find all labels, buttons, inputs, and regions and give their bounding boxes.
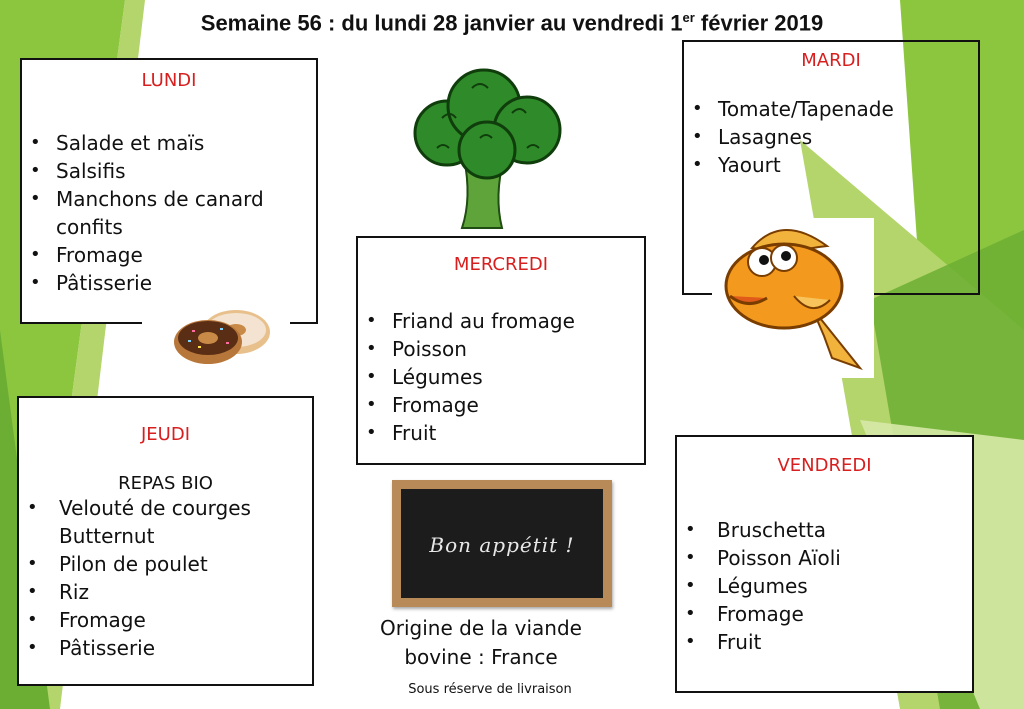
- vendredi-menu-list: [677, 516, 972, 656]
- chalkboard-surface: [401, 489, 603, 598]
- list-item: • Velouté de courges Butternut: [19, 494, 312, 550]
- list-item: • Manchons de canard confits: [22, 185, 316, 241]
- list-item: • Légumes: [677, 572, 972, 600]
- list-item: • Fruit: [358, 419, 644, 447]
- list-item: • Friand au fromage: [358, 307, 644, 335]
- jeudi-box: [17, 396, 314, 686]
- bon-appetit-text: Bon appétit !: [429, 533, 575, 557]
- mardi-menu-list: [684, 95, 978, 179]
- list-item: • Salsifis: [22, 157, 316, 185]
- lundi-day-label: LUNDI: [141, 70, 197, 91]
- lundi-box: [20, 58, 318, 324]
- reserve-note: Sous réserve de livraison: [408, 682, 572, 697]
- list-item: • Tomate/Tapenade: [684, 95, 978, 123]
- list-item: • Bruschetta: [677, 516, 972, 544]
- vendredi-box: [675, 435, 974, 693]
- chalkboard-image: [392, 480, 612, 607]
- list-item: • Pâtisserie: [22, 269, 316, 297]
- jeudi-menu-list: [19, 494, 312, 662]
- list-item: • Pilon de poulet: [19, 550, 312, 578]
- list-item: • Lasagnes: [684, 123, 978, 151]
- origin-note: Origine de la viande bovine : France: [380, 616, 582, 669]
- mardi-day-label: MARDI: [801, 50, 861, 71]
- donuts-image: [168, 300, 278, 370]
- mercredi-box: [356, 236, 646, 465]
- list-item: • Légumes: [358, 363, 644, 391]
- list-item: • Fromage: [358, 391, 644, 419]
- list-item: • Fromage: [22, 241, 316, 269]
- list-item: • Fromage: [19, 606, 312, 634]
- repas-bio-label: REPAS BIO: [118, 473, 213, 494]
- jeudi-day-label: JEUDI: [140, 424, 191, 445]
- list-item: • Fromage: [677, 600, 972, 628]
- list-item: • Salade et maïs: [22, 129, 316, 157]
- list-item: • Poisson Aïoli: [677, 544, 972, 572]
- mercredi-menu-list: [358, 307, 644, 447]
- fish-image: [712, 218, 874, 378]
- list-item: • Pâtisserie: [19, 634, 312, 662]
- broccoli-image: [402, 58, 572, 236]
- list-item: • Fruit: [677, 628, 972, 656]
- vendredi-day-label: VENDREDI: [777, 455, 872, 476]
- lundi-menu-list: [22, 129, 316, 297]
- page-title: Semaine 56 : du lundi 28 janvier au vendredi 1er février 2019: [200, 10, 824, 36]
- list-item: • Yaourt: [684, 151, 978, 179]
- mercredi-day-label: MERCREDI: [453, 254, 549, 275]
- list-item: • Riz: [19, 578, 312, 606]
- list-item: • Poisson: [358, 335, 644, 363]
